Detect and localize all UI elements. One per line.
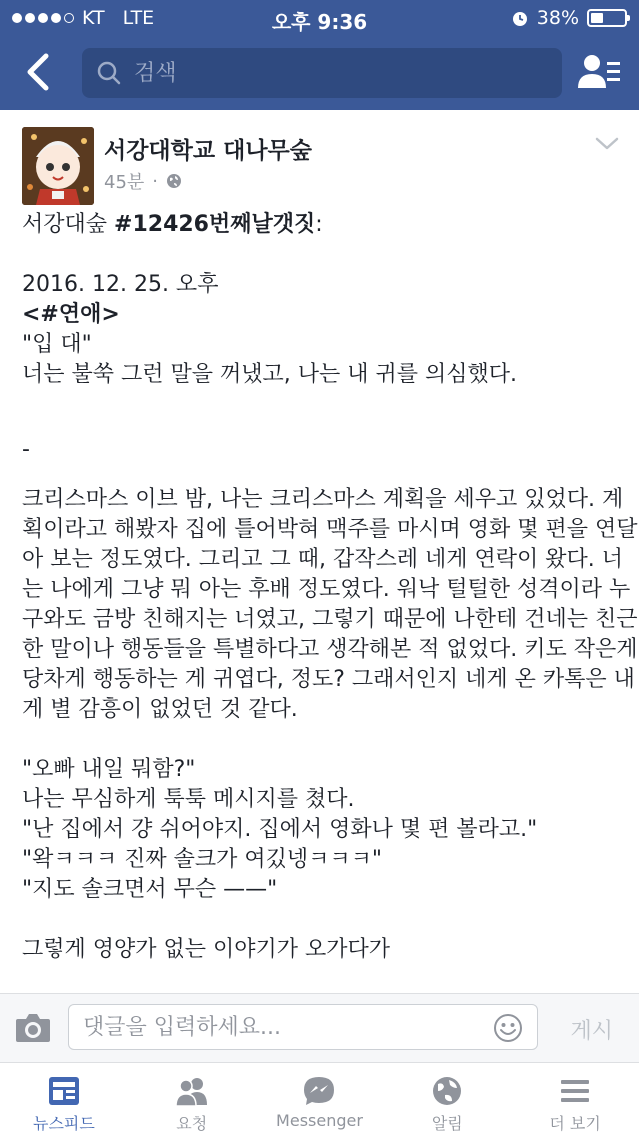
network-label: LTE bbox=[122, 7, 155, 29]
tab-notifications[interactable] bbox=[383, 1063, 511, 1138]
tab-label: 뉴스피드 bbox=[32, 1114, 95, 1133]
tab-news-feed[interactable] bbox=[0, 1063, 128, 1138]
chevron-down-icon[interactable] bbox=[595, 136, 619, 152]
alarm-icon bbox=[511, 9, 529, 27]
comment-bar bbox=[0, 993, 639, 1063]
tab-more[interactable] bbox=[511, 1063, 639, 1138]
post-paragraph-line: 크리스마스 이브 밤, 나는 크리스마스 계획을 세우고 있었다. 계 bbox=[22, 487, 624, 512]
hashtag-link[interactable]: #12426번째날갯짓 bbox=[114, 212, 316, 237]
chevron-left-icon[interactable] bbox=[20, 50, 56, 94]
post-tag-line: 서강대숲 #12426번째날갯짓: bbox=[22, 212, 323, 237]
page-name[interactable]: 서강대학교 대나무숲 bbox=[104, 138, 312, 164]
post-paragraph-line: 는 나에게 그냥 뭐 아는 후배 정도였다. 워낙 털털한 성격이라 누 bbox=[22, 577, 631, 602]
post-dialog-line: "오빠 내일 뭐함?" bbox=[22, 757, 196, 782]
clock: 오후 9:36 bbox=[271, 10, 368, 34]
bottom-tab-bar bbox=[0, 1063, 639, 1138]
globe-icon bbox=[166, 173, 182, 189]
messenger-icon bbox=[302, 1075, 336, 1107]
post-paragraph-line: 획이라고 해봤자 집에 틀어박혀 맥주를 마시며 영화 몇 편을 연달 bbox=[22, 517, 638, 542]
post-header bbox=[0, 110, 639, 210]
tab-label: 더 보기 bbox=[549, 1114, 601, 1133]
emoji-icon[interactable] bbox=[493, 1013, 523, 1043]
post-category[interactable]: <#연애> bbox=[22, 302, 120, 327]
search-icon bbox=[96, 60, 122, 86]
search-bar[interactable] bbox=[82, 48, 562, 98]
tab-label: 알림 bbox=[431, 1114, 463, 1133]
post-last-line: 그렇게 영양가 없는 이야기가 오가다가 bbox=[22, 937, 391, 962]
camera-icon[interactable] bbox=[14, 1009, 52, 1045]
carrier-label: KT bbox=[82, 7, 105, 29]
post-dialog-line: 나는 무심하게 툭툭 메시지를 쳤다. bbox=[22, 787, 355, 812]
post-divider: - bbox=[22, 437, 30, 462]
post-line: "입 대" bbox=[22, 332, 92, 357]
post-meta: 45분 · bbox=[104, 168, 182, 194]
friend-requests-icon bbox=[175, 1075, 209, 1107]
news-feed-icon bbox=[47, 1075, 81, 1107]
friend-list-icon[interactable] bbox=[577, 52, 621, 92]
post-paragraph-line: 구와도 금방 친해지는 너였고, 그렇기 때문에 나한테 건네는 친근 bbox=[22, 607, 638, 632]
top-header bbox=[0, 0, 639, 110]
post-dialog-line: "난 집에서 걍 쉬어야지. 집에서 영화나 몇 편 볼라고." bbox=[22, 817, 538, 842]
post-comment-button[interactable]: 게시 bbox=[570, 1019, 613, 1044]
post-paragraph-line: 당차게 행동하는 게 귀엽다, 정도? 그래서인지 네게 온 카톡은 내 bbox=[22, 667, 635, 692]
post-paragraph-line: 한 말이나 행동들을 특별하다고 생각해본 적 없었다. 키도 작은게 bbox=[22, 637, 638, 662]
post-date: 2016. 12. 25. 오후 bbox=[22, 272, 219, 297]
post-dialog-line: "왁ㅋㅋㅋ 진짜 솔크가 여깄넹ㅋㅋㅋ" bbox=[22, 847, 382, 872]
page-avatar[interactable] bbox=[22, 127, 94, 205]
globe-icon bbox=[430, 1075, 464, 1107]
post-line: 너는 불쑥 그런 말을 꺼냈고, 나는 내 귀를 의심했다. bbox=[22, 362, 517, 387]
status-bar bbox=[0, 0, 639, 36]
tab-label: Messenger bbox=[276, 1111, 363, 1130]
post-time[interactable]: 45분 bbox=[104, 172, 145, 193]
post-body bbox=[22, 210, 638, 965]
battery-percent: 38% bbox=[536, 7, 579, 29]
tab-messenger[interactable] bbox=[256, 1063, 384, 1138]
tab-requests[interactable] bbox=[128, 1063, 256, 1138]
search-input[interactable] bbox=[134, 61, 534, 86]
post-paragraph-line: 게 별 감흥이 없었던 것 같다. bbox=[22, 697, 298, 722]
post-dialog-line: "지도 솔크면서 무슨 ——" bbox=[22, 877, 278, 902]
comment-input[interactable] bbox=[83, 1015, 483, 1040]
comment-input-box[interactable] bbox=[68, 1004, 538, 1050]
tab-label: 요청 bbox=[176, 1114, 208, 1133]
battery-icon bbox=[587, 9, 627, 27]
menu-icon bbox=[558, 1075, 592, 1107]
post-paragraph-line: 아 보는 정도였다. 그리고 그 때, 갑작스레 네게 연락이 왔다. 너 bbox=[22, 547, 623, 572]
